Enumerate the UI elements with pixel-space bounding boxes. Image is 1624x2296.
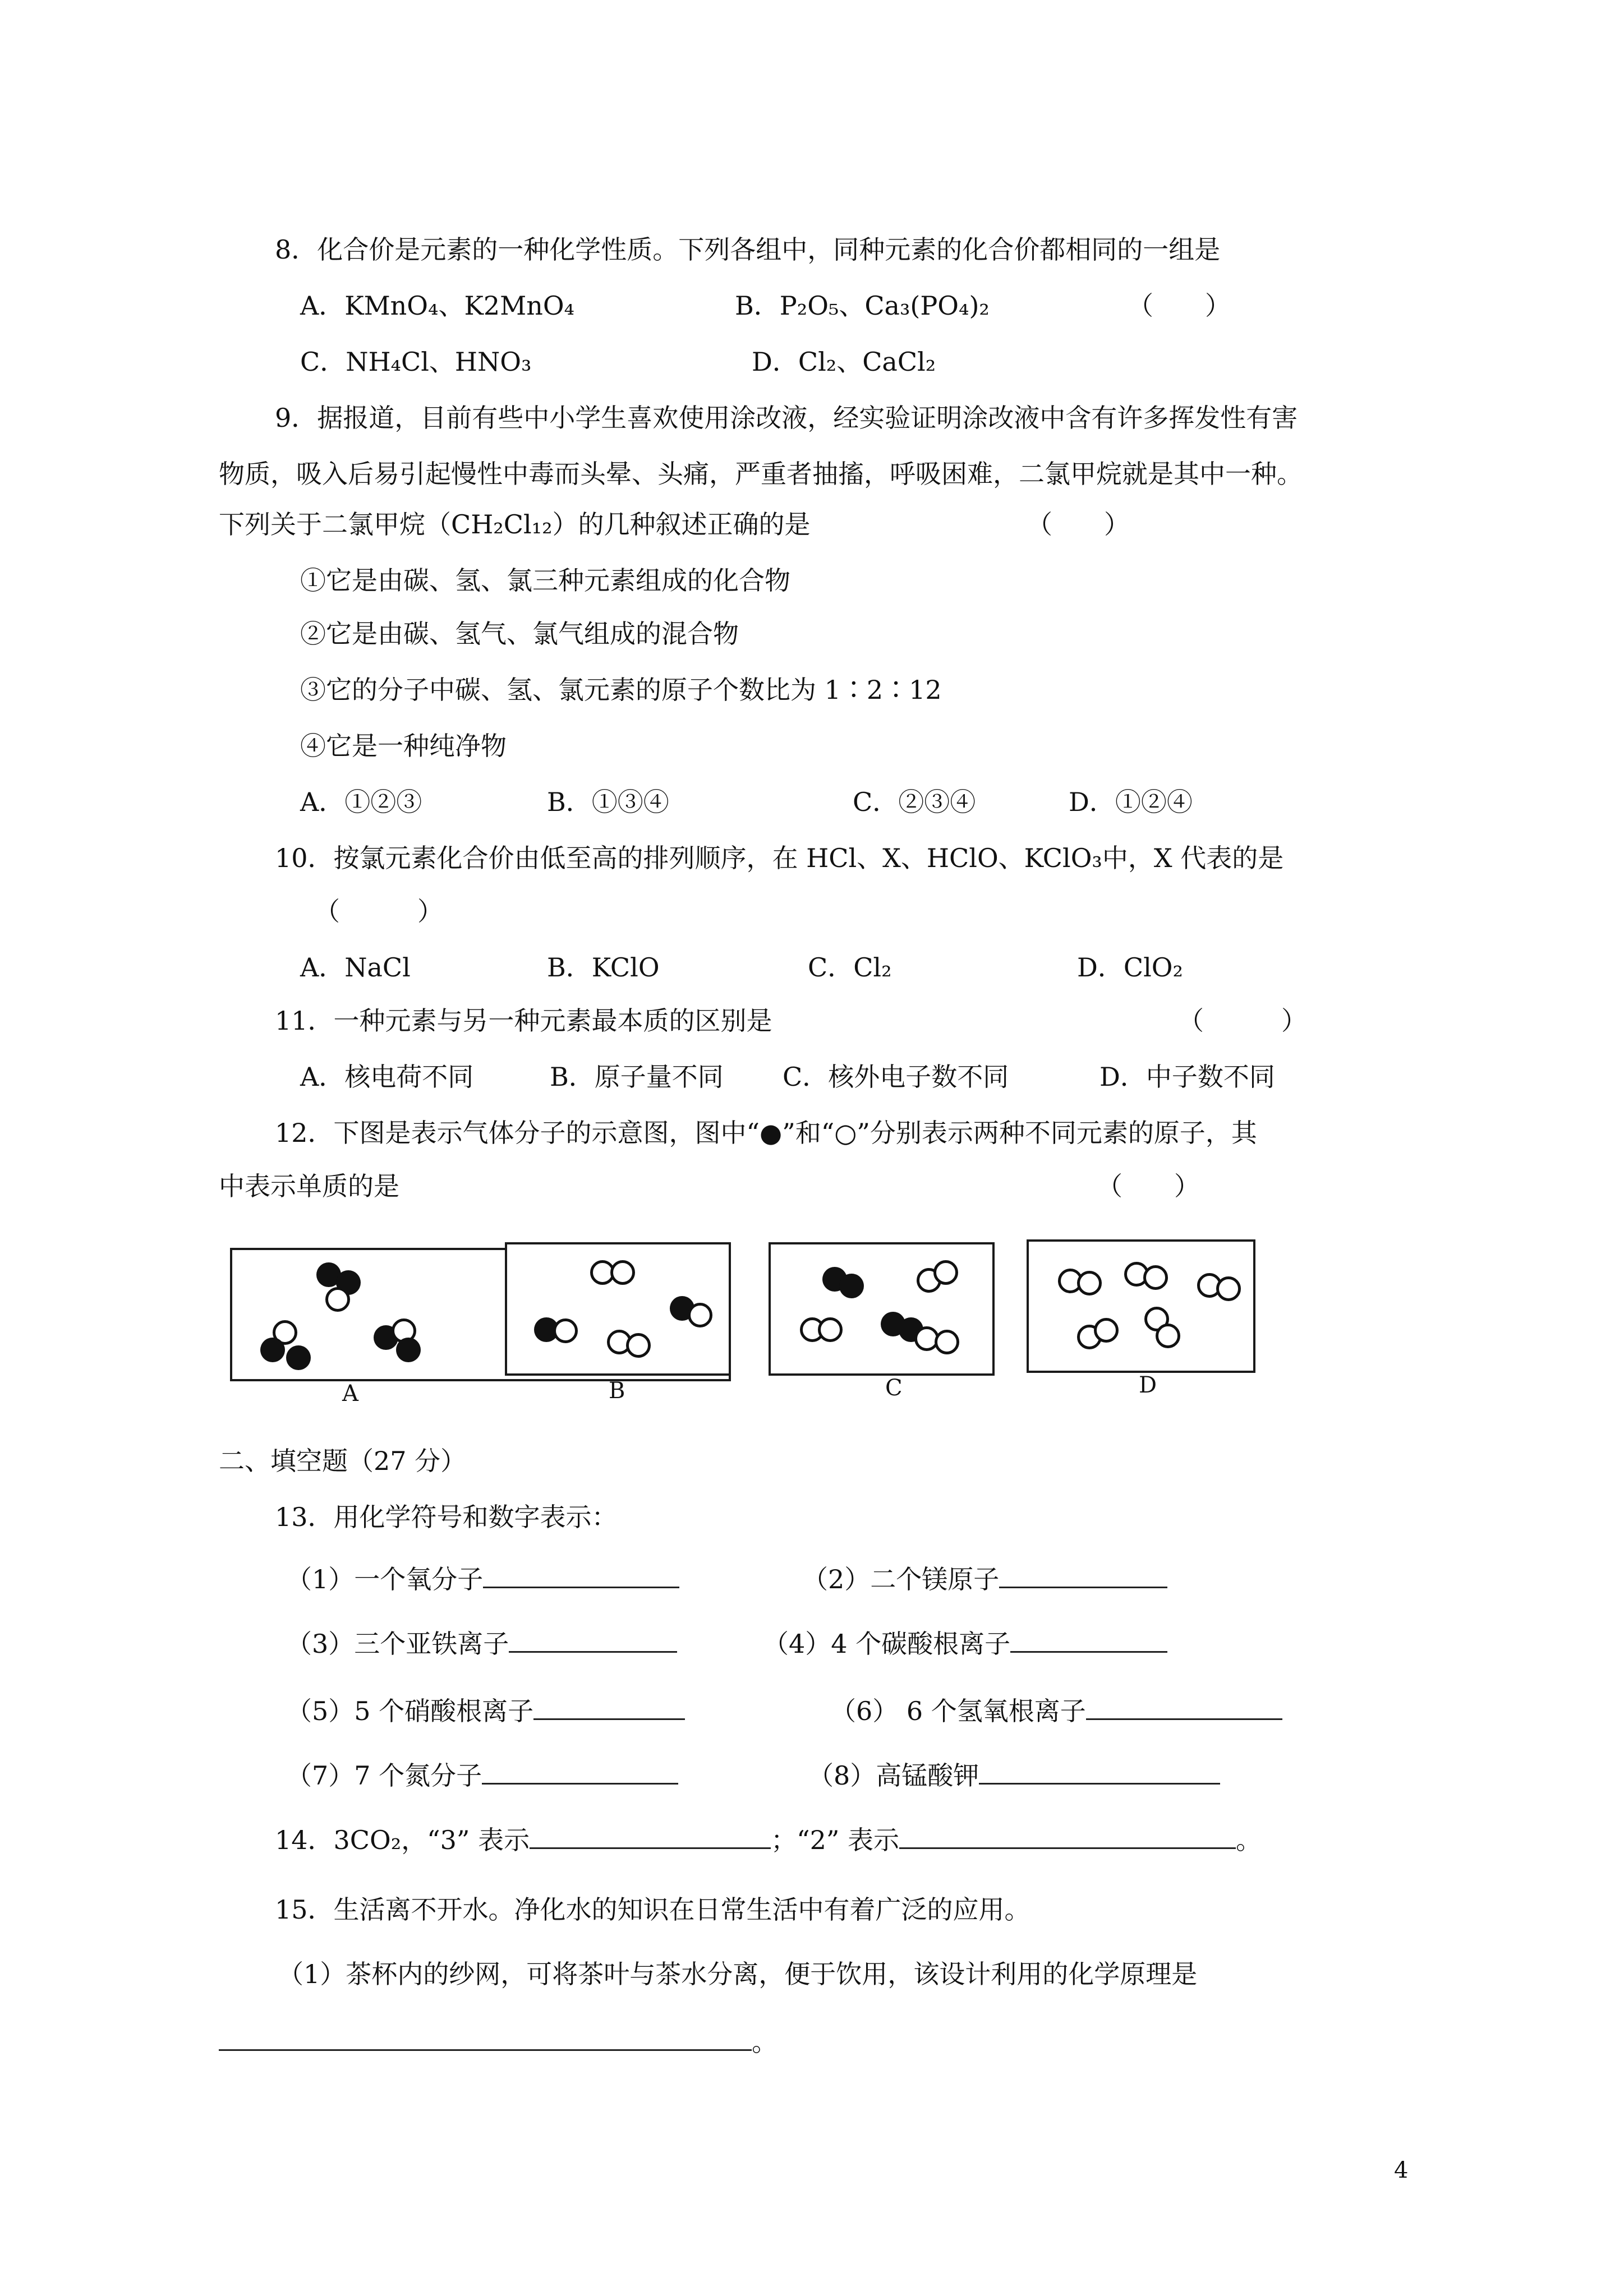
- q9-option-d: D．①②④: [1069, 787, 1193, 817]
- q10-answer-paren: （ ）: [314, 896, 443, 926]
- answer-blank[interactable]: [219, 2025, 752, 2051]
- filled-atom: [839, 1274, 864, 1298]
- diagram-label-b: B: [609, 1378, 625, 1404]
- q13-item-1-text: （1）一个氧分子: [286, 1564, 484, 1594]
- q13-item-5-text: （5）5 个硝酸根离子: [286, 1696, 534, 1726]
- hollow-atom: [1143, 1265, 1168, 1290]
- answer-blank[interactable]: [483, 1562, 679, 1588]
- answer-blank[interactable]: [1010, 1626, 1167, 1653]
- q10-option-d: D．ClO₂: [1077, 952, 1183, 983]
- q14-line: [275, 1823, 1262, 1857]
- answer-blank[interactable]: [533, 1694, 685, 1720]
- hollow-atom: [1216, 1276, 1241, 1301]
- diagram-box-c: [769, 1242, 995, 1376]
- q13-item-2-text: （2）二个镁原子: [802, 1564, 1000, 1594]
- hollow-atom: [553, 1318, 578, 1343]
- q8-option-a: A．KMnO₄、K2MnO₄: [300, 291, 574, 321]
- q13-item-2: [802, 1562, 1167, 1596]
- hollow-atom: [1094, 1318, 1119, 1343]
- q10-stem: 10．按氯元素化合价由低至高的排列顺序，在 HCl、X、HClO、KClO₃中，X 代表的是: [275, 843, 1284, 873]
- q10-option-b: B．KClO: [547, 952, 660, 983]
- q12-answer-paren: （ ）: [1097, 1171, 1200, 1201]
- answer-blank[interactable]: [509, 1626, 677, 1653]
- q8-option-c: C．NH₄Cl、HNO₃: [300, 347, 532, 377]
- q9-statement-4: ④它是一种纯净物: [300, 731, 507, 761]
- q13-item-3-text: （3）三个亚铁离子: [286, 1629, 509, 1659]
- filled-atom: [396, 1338, 421, 1362]
- diagram-label-d: D: [1139, 1372, 1157, 1398]
- q13-item-7-text: （7）7 个氮分子: [286, 1760, 482, 1791]
- q13-item-4: [763, 1626, 1167, 1661]
- q14-part-1: 14．3CO₂，“3” 表示: [275, 1825, 530, 1855]
- q13-item-8: [808, 1758, 1220, 1792]
- q11-stem: 11．一种元素与另一种元素最本质的区别是: [275, 1006, 772, 1036]
- q15-stem: 15．生活离不开水。净化水的知识在日常生活中有着广泛的应用。: [275, 1894, 1030, 1925]
- page-number: 4: [1394, 2157, 1409, 2183]
- q9-statement-2: ②它是由碳、氢气、氯气组成的混合物: [300, 619, 739, 649]
- q11-option-b: B．原子量不同: [550, 1062, 724, 1092]
- q13-item-6: [830, 1694, 1282, 1728]
- q8-answer-paren: （ ）: [1128, 291, 1231, 321]
- answer-blank[interactable]: [482, 1758, 678, 1785]
- q15-end: 。: [752, 2027, 778, 2057]
- answer-blank[interactable]: [979, 1758, 1220, 1785]
- q9-statement-1: ①它是由碳、氢、氯三种元素组成的化合物: [300, 565, 790, 596]
- q11-answer-paren: （ ）: [1178, 1006, 1307, 1036]
- section-title: 二、填空题（27 分）: [219, 1446, 467, 1476]
- q9-line-3: 下列关于二氯甲烷（CH₂Cl₁₂）的几种叙述正确的是: [219, 509, 811, 540]
- answer-blank[interactable]: [1086, 1694, 1282, 1720]
- hollow-atom: [688, 1303, 712, 1327]
- q15-sub-1: （1）茶杯内的纱网，可将茶叶与茶水分离，便于饮用，该设计利用的化学原理是: [278, 1959, 1198, 1989]
- q11-option-c: C．核外电子数不同: [783, 1062, 1009, 1092]
- q14-end: 。: [1236, 1825, 1262, 1855]
- q13-item-1: [286, 1562, 679, 1596]
- hollow-atom: [1156, 1324, 1180, 1348]
- q11-option-d: D．中子数不同: [1099, 1062, 1275, 1092]
- diagram-box-d: [1027, 1239, 1255, 1373]
- q9-option-a: A．①②③: [300, 787, 422, 817]
- q13-item-3: [286, 1626, 677, 1661]
- q10-option-c: C．Cl₂: [808, 952, 892, 983]
- hollow-atom: [626, 1333, 651, 1358]
- hollow-atom: [818, 1317, 843, 1342]
- hollow-atom: [325, 1287, 350, 1312]
- answer-blank[interactable]: [530, 1823, 771, 1849]
- q11-option-a: A．核电荷不同: [300, 1062, 474, 1092]
- q13-item-7: [286, 1758, 678, 1792]
- hollow-atom: [935, 1330, 959, 1354]
- q9-option-b: B．①③④: [547, 787, 669, 817]
- q9-statement-3: ③它的分子中碳、氢、氯元素的原子个数比为 1∶2∶12: [300, 675, 942, 705]
- q13-stem: 13．用化学符号和数字表示：: [275, 1502, 618, 1532]
- q8-option-d: D．Cl₂、CaCl₂: [752, 347, 936, 377]
- q13-item-4-text: （4）4 个碳酸根离子: [763, 1629, 1011, 1659]
- diagram-box-b: [505, 1242, 731, 1376]
- q9-line-2: 物质，吸入后易引起慢性中毒而头晕、头痛，严重者抽搐，呼吸困难，二氯甲烷就是其中一种。: [219, 459, 1303, 489]
- q8-stem: 8．化合价是元素的一种化学性质。下列各组中，同种元素的化合价都相同的一组是: [275, 234, 1221, 265]
- hollow-atom: [933, 1260, 958, 1285]
- hollow-atom: [610, 1260, 635, 1285]
- q14-part-2: ；“2” 表示: [771, 1825, 899, 1855]
- q13-item-6-text: （6） 6 个氢氧根离子: [830, 1696, 1086, 1726]
- answer-blank[interactable]: [899, 1823, 1236, 1849]
- q15-answer-line: [219, 2025, 778, 2059]
- q13-item-5: [286, 1694, 685, 1728]
- q9-line-1: 9．据报道，目前有些中小学生喜欢使用涂改液，经实验证明涂改液中含有许多挥发性有害: [275, 403, 1298, 433]
- q8-option-b: B．P₂O₅、Ca₃(PO₄)₂: [735, 291, 990, 321]
- diagram-label-c: C: [885, 1375, 903, 1401]
- q12-line-2: 中表示单质的是: [219, 1171, 399, 1201]
- filled-atom: [260, 1338, 285, 1362]
- hollow-atom: [1077, 1271, 1102, 1295]
- answer-blank[interactable]: [999, 1562, 1167, 1588]
- filled-atom: [286, 1345, 311, 1370]
- q9-option-c: C．②③④: [853, 787, 976, 817]
- q13-item-8-text: （8）高锰酸钾: [808, 1760, 979, 1791]
- q12-line-1: 12．下图是表示气体分子的示意图，图中“●”和“○”分别表示两种不同元素的原子，其: [275, 1118, 1257, 1148]
- diagram-label-a: A: [342, 1381, 358, 1407]
- q10-option-a: A．NaCl: [300, 952, 411, 983]
- q9-answer-paren: （ ）: [1027, 509, 1130, 540]
